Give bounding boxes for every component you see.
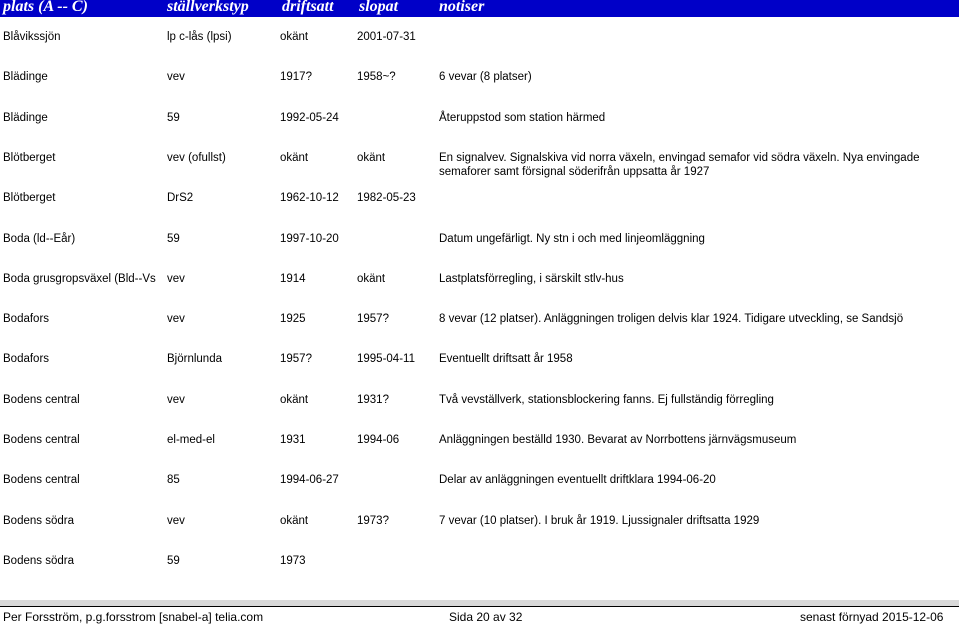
cell-notiser: Lastplatsförregling, i särskilt stlv-hus [439,272,624,285]
cell-notiser: Eventuellt driftsatt år 1958 [439,353,573,366]
cell-driftsatt: 1931 [280,434,306,446]
cell-stallverkstyp: 59 [167,111,180,124]
cell-stallverkstyp: 59 [167,554,180,567]
table-row [0,111,959,151]
table-row [0,433,959,473]
cell-notiser: Två vevställverk, stationsblockering fanns. Ej fullständig förregling [439,393,774,406]
cell-driftsatt: okänt [280,151,309,164]
cell-driftsatt: okänt [280,31,309,43]
cell-driftsatt: 1997-10-20 [280,232,339,245]
cell-slopat: okänt [357,151,386,164]
cell-notiser: 7 vevar (10 platser). I bruk år 1919. Ljussignaler driftsatta 1929 [439,514,760,527]
cell-plats: Bodens södra [3,514,74,527]
cell-stallverkstyp: vev [167,313,185,326]
cell-slopat: 1994-06 [357,434,400,446]
cell-slopat: 1958~? [357,71,396,84]
cell-driftsatt: 1914 [280,272,306,285]
cell-stallverkstyp: Björnlunda [167,353,222,366]
footer-author: Per Forsström, p.g.forsstrom [snabel-a] telia.com [3,610,264,624]
cell-stallverkstyp: vev [167,514,185,527]
cell-stallverkstyp: DrS2 [167,192,194,205]
table-row [0,473,959,513]
cell-notiser: Anläggningen beställd 1930. Bevarat av Norrbottens järnvägsmuseum [439,434,797,446]
cell-plats: Bodens södra [3,554,74,567]
cell-slopat: 1982-05-23 [357,192,416,205]
cell-plats: Bodafors [3,313,50,326]
cell-stallverkstyp: 85 [167,474,180,487]
cell-plats: Blädinge [3,111,48,124]
cell-plats: Bodens central [3,393,80,406]
cell-slopat: 1957? [357,313,389,326]
table-row [0,514,959,554]
cell-plats: Bodafors [3,353,50,366]
cell-driftsatt: 1957? [280,353,312,366]
cell-driftsatt: 1992-05-24 [280,111,339,124]
cell-plats: Bodens central [3,474,80,487]
header-notiser: notiser [439,0,485,15]
table-row [0,151,959,191]
cell-stallverkstyp: lp c-lås (lpsi) [167,31,232,43]
cell-stallverkstyp: vev [167,71,185,84]
cell-driftsatt: 1925 [280,313,306,326]
header-driftsatt: driftsatt [282,0,334,15]
cell-driftsatt: 1962-10-12 [280,192,339,205]
cell-plats: Boda grusgropsväxel (Bld--Vs [3,272,156,285]
cell-plats: Blötberget [3,192,56,205]
table-row [0,232,959,272]
cell-slopat: 1973? [357,514,389,527]
footer-divider [0,606,959,607]
cell-slopat: okänt [357,272,386,285]
cell-notiser: 8 vevar (12 platser). Anläggningen troligen delvis klar 1924. Tidigare utveckling, se Sandsjö [439,313,904,326]
cell-driftsatt: 1973 [280,554,306,567]
cell-stallverkstyp: el-med-el [167,434,215,446]
cell-driftsatt: 1994-06-27 [280,474,339,487]
table-row [0,352,959,392]
cell-plats: Bodens central [3,434,80,446]
cell-stallverkstyp: vev [167,393,185,406]
cell-stallverkstyp: vev (ofullst) [167,151,226,164]
table-row [0,272,959,312]
footer-updated: senast förnyad 2015-12-06 [800,610,944,624]
cell-notiser: Delar av anläggningen eventuellt driftklara 1994-06-20 [439,474,716,487]
cell-driftsatt: okänt [280,514,309,527]
table-row [0,70,959,110]
cell-slopat: 1995-04-11 [357,353,415,366]
cell-slopat: 2001-07-31 [357,31,416,43]
cell-notiser: En signalvev. Signalskiva vid norra växeln, envingad semafor vid södra växeln. Nya envingade semaforer samt försignal söderifrån uppsatta år 1927 [439,151,920,178]
cell-notiser: 6 vevar (8 platser) [439,71,532,84]
cell-stallverkstyp: vev [167,272,185,285]
table-row [0,30,959,70]
cell-stallverkstyp: 59 [167,232,180,245]
cell-notiser: Återuppstod som station härmed [439,111,606,124]
table-row [0,191,959,231]
table-header [0,0,959,17]
cell-plats: Blåvikssjön [3,31,61,43]
cell-notiser: Datum ungefärligt. Ny stn i och med linjeomläggning [439,232,705,245]
table-row [0,554,959,594]
header-slopat: slopat [359,0,399,15]
table-row [0,312,959,352]
cell-plats: Boda (ld--Eår) [3,232,76,245]
cell-plats: Blötberget [3,151,56,164]
footer-page-number: Sida 20 av 32 [449,610,523,624]
cell-slopat: 1931? [357,393,389,406]
header-stallverkstyp: ställverkstyp [167,0,249,15]
cell-driftsatt: 1917? [280,71,312,84]
header-plats: plats (A -- C) [3,0,88,15]
cell-driftsatt: okänt [280,393,309,406]
cell-plats: Blädinge [3,71,48,84]
table-row [0,393,959,433]
